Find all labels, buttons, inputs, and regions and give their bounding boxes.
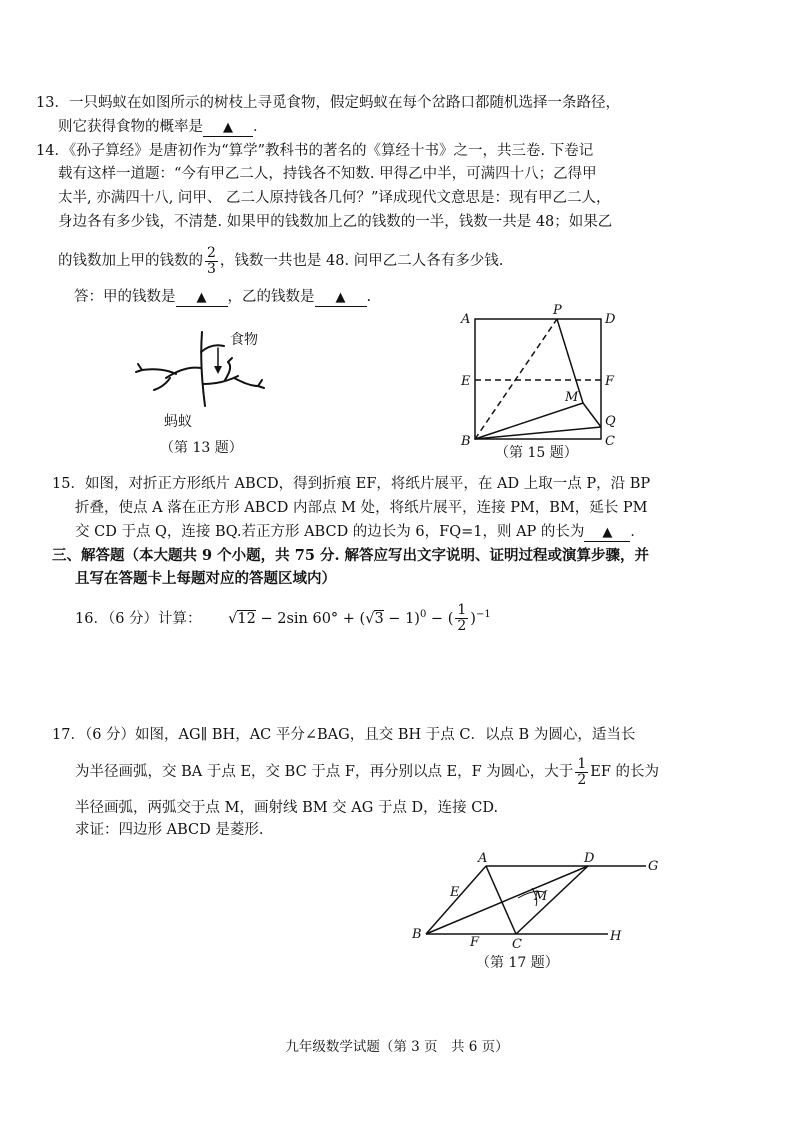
q13-line2 (58, 117, 268, 137)
q13-line2-end: ． (253, 119, 268, 135)
q14-answer-label-b: ，乙的钱数是 (227, 289, 315, 305)
section-3-header-line1: 三、解答题（本大题共 9 个小题，共 75 分. 解答应写出文字说明、证明过程或演算步骤，并 (52, 547, 650, 564)
answer-triangle-icon: ▲ (196, 290, 207, 305)
label-Q: Q (605, 414, 616, 429)
q14-line5-end: ，钱数一共也是 48. 问甲乙二人各有多少钱. (219, 253, 504, 269)
q14-answer-line (74, 287, 371, 307)
q14-answer-blank-b (315, 289, 367, 307)
q14-line5-text: 的钱数加上甲的钱数的 (58, 253, 203, 269)
sqrt-12-value: 12 (237, 610, 256, 627)
section-3-header-line2: 且写在答题卡上每题对应的答题区域内） (75, 570, 336, 587)
sqrt-icon: √ (228, 610, 238, 627)
q14-line4: 身边各有多少钱，不清楚. 如果甲的钱数加上乙的钱数的一半，钱数一共是 48；如果乙 (58, 214, 613, 230)
arrow-down-icon (214, 366, 222, 374)
label-A: A (461, 312, 471, 327)
ray-BM (426, 866, 588, 934)
label-P: P (553, 303, 562, 318)
label-E: E (450, 885, 460, 900)
q15-answer-blank (584, 524, 630, 542)
fraction-denominator: 2 (457, 618, 467, 635)
figure-13-tree (130, 328, 290, 428)
label-A: A (478, 851, 488, 866)
q17-line2-end: EF 的长为 (590, 764, 659, 780)
label-F: F (470, 935, 480, 950)
q13-answer-blank (203, 119, 253, 137)
q15-line3-end: ． (630, 524, 645, 540)
fraction-numerator: 1 (457, 602, 467, 619)
q16-fraction (455, 603, 468, 634)
label-C: C (512, 937, 522, 952)
segment-BA (426, 866, 486, 934)
label-B: B (461, 434, 471, 449)
top-branch (201, 345, 224, 352)
q17-line2-text: 为半径画弧，交 BA 于点 E，交 BC 于点 F，再分别以点 E，F 为圆心，大于 (75, 764, 574, 780)
q17-line2 (75, 754, 659, 790)
right-branch (203, 376, 238, 384)
answer-triangle-icon: ▲ (223, 120, 233, 135)
fold-line-BP (475, 319, 557, 439)
q15-line3-text: 交 CD 于点 Q，连接 BQ.若正方形 ABCD 的边长为 6，FQ=1，则 AP 的长为 (75, 524, 585, 540)
exponent-zero: 0 (419, 609, 427, 620)
left-twig (136, 364, 142, 372)
label-C: C (605, 434, 615, 449)
q13-line1: 13．一只蚂蚁在如图所示的树枝上寻觅食物，假定蚂蚁在每个岔路口都随机选择一条路径， (36, 95, 620, 111)
right-sub-branch-1 (225, 362, 230, 380)
segment-AC (486, 866, 516, 934)
figure-15-caption: （第 15 题） (495, 445, 578, 461)
label-B: B (412, 927, 422, 942)
q14-answer-label-a: 答：甲的钱数是 (74, 289, 176, 305)
q14-line2: 载有这样一道题：“今有甲乙二人，持钱各不知数. 甲得乙中半，可满四十八；乙得甲 (58, 166, 597, 182)
q17-line4: 求证：四边形 ABCD 是菱形. (75, 822, 264, 838)
tree-trunk (201, 332, 205, 406)
q16-expression (75, 595, 491, 639)
ant-label: 蚂蚁 (164, 414, 192, 430)
exponent-neg1: −1 (475, 609, 491, 620)
sqrt-icon: √ (365, 610, 375, 627)
q15-line2: 折叠，使点 A 落在正方形 ABCD 内部点 M 处，将纸片展平，连接 PM，BM，延长 PM (75, 500, 648, 516)
q14-line5 (58, 243, 503, 279)
segment-MQ (583, 403, 601, 427)
segment-CD (516, 866, 588, 934)
q16-part2: − 2sin 60° + ( (255, 610, 366, 627)
label-H: H (610, 929, 622, 944)
label-F: F (605, 374, 615, 389)
fraction-numerator: 1 (577, 755, 587, 772)
left-sub-branch-2 (154, 378, 170, 390)
left-sub-branch-1 (142, 369, 176, 374)
page-footer: 九年级数学试题（第 3 页 共 6 页） (285, 1039, 509, 1055)
q16-part4: − ( (426, 610, 454, 627)
q16-formula (228, 602, 491, 635)
right-sub-branch-2 (234, 378, 258, 386)
food-label: 食物 (230, 332, 258, 348)
q13-line2-text: 则它获得食物的概率是 (58, 119, 203, 135)
q17-line3: 半径画弧，两弧交于点 M，画射线 BM 交 AG 于点 D，连接 CD. (75, 800, 499, 816)
label-D: D (605, 312, 616, 327)
q15-line1: 15．如图，对折正方形纸片 ABCD，得到折痕 EF，将纸片展平，在 AD 上取一点 P，沿 BP (52, 476, 651, 492)
q14-line1: 14．《孙子算经》是唐初作为“算学”教科书的著名的《算经十书》之一，共三卷. 下卷记 (36, 143, 594, 159)
label-M: M (534, 889, 548, 904)
q14-answer-blank-a (176, 289, 228, 307)
answer-triangle-icon: ▲ (602, 525, 613, 540)
square-ABCD (475, 319, 601, 439)
q16-part3: − 1) (383, 610, 420, 627)
answer-triangle-icon: ▲ (335, 290, 346, 305)
figure-17-rhombus (408, 852, 668, 952)
label-M: M (565, 390, 579, 405)
q17-fraction (575, 757, 588, 788)
sqrt-3-value: 3 (374, 610, 384, 627)
q14-answer-end: . (366, 289, 372, 305)
fraction-denominator: 2 (577, 771, 587, 788)
label-E: E (461, 374, 471, 389)
label-G: G (648, 859, 659, 874)
q17-line1: 17．（6 分）如图，AG∥ BH，AC 平分∠BAG，且交 BH 于点 C．以点 B 为圆心，适当长 (52, 727, 636, 743)
q16-label: 16．（6 分）计算： (75, 610, 202, 627)
q16-part5: ) (470, 610, 476, 627)
right-twig-1 (228, 358, 232, 362)
fraction-numerator: 2 (207, 244, 216, 261)
figure-17-caption: （第 17 题） (476, 955, 559, 971)
label-D: D (584, 851, 595, 866)
figure-13-caption: （第 13 题） (160, 440, 243, 456)
figure-15-square (455, 303, 625, 449)
q15-line3 (75, 522, 645, 542)
right-twig-2 (258, 380, 264, 388)
q14-fraction (205, 246, 218, 277)
fraction-denominator: 3 (207, 260, 216, 277)
q14-line3: 太半, 亦满四十八, 问甲、 乙二人原持钱各几何？”译成现代文意思是：现有甲乙二人， (58, 190, 611, 206)
